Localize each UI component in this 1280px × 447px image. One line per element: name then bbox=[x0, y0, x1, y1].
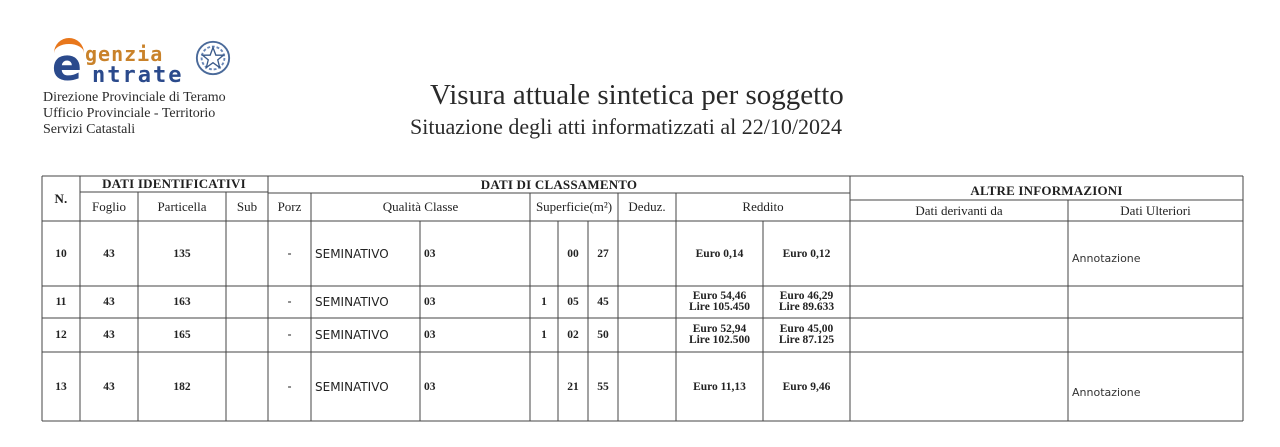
cell-dati-ulteriori bbox=[1072, 286, 1242, 318]
header-sub: Sub bbox=[236, 198, 258, 214]
header-altre-informazioni: ALTRE INFORMAZIONI bbox=[970, 183, 1123, 198]
cell-dati-derivanti bbox=[850, 221, 1068, 286]
header-deduz: Deduz. bbox=[628, 199, 666, 214]
header-reddito: Reddito bbox=[742, 199, 784, 214]
cell-qualita: SEMINATIVO bbox=[315, 328, 389, 342]
reddito-dominicale-euro: Euro 54,46 bbox=[692, 290, 747, 302]
cell-particella: 182 bbox=[173, 380, 191, 393]
cell-foglio: 43 bbox=[103, 329, 115, 341]
cell-deduz bbox=[618, 286, 676, 318]
cell-foglio: 43 bbox=[103, 247, 115, 260]
cell-sup-ha bbox=[530, 221, 558, 286]
cell-classe: 03 bbox=[424, 329, 436, 341]
cell-sub bbox=[226, 352, 268, 421]
reddito-dominicale-lire: Lire 105.450 bbox=[688, 301, 751, 313]
office-line-1: Direzione Provinciale di Teramo bbox=[43, 90, 226, 105]
cell-reddito-dominicale: Euro 11,13 bbox=[693, 380, 746, 393]
header-dati-derivanti: Dati derivanti da bbox=[915, 202, 1003, 218]
cell-dati-derivanti bbox=[850, 286, 1068, 318]
office-line-3: Servizi Catastali bbox=[43, 122, 136, 137]
cell-deduz bbox=[618, 318, 676, 352]
cell-reddito-agrario: Euro 9,46 bbox=[782, 380, 831, 393]
cell-qualita: SEMINATIVO bbox=[315, 379, 389, 394]
cell-porz: - bbox=[287, 380, 292, 393]
cell-sup-a: 05 bbox=[567, 296, 579, 308]
logo-e-glyph: e bbox=[52, 40, 82, 91]
cell-sup-ca: 45 bbox=[597, 296, 609, 308]
logo-text-bottom: ntrate bbox=[92, 63, 184, 88]
cell-classe: 03 bbox=[424, 247, 436, 260]
cell-particella: 163 bbox=[173, 296, 191, 308]
cell-qualita: SEMINATIVO bbox=[315, 246, 389, 261]
cell-reddito-dominicale bbox=[676, 318, 763, 352]
cell-sub bbox=[226, 221, 268, 286]
cell-reddito-agrario: Euro 0,12 bbox=[782, 247, 831, 260]
cell-dati-ulteriori: Annotazione bbox=[1072, 386, 1141, 399]
office-info bbox=[43, 90, 226, 138]
office-line-2: Ufficio Provinciale - Territorio bbox=[43, 106, 216, 121]
reddito-dominicale-euro: Euro 52,94 bbox=[692, 323, 747, 335]
reddito-dominicale-lire: Lire 102.500 bbox=[688, 334, 751, 346]
cell-sub bbox=[226, 318, 268, 352]
cell-foglio: 43 bbox=[103, 296, 115, 308]
header-particella: Particella bbox=[157, 198, 207, 214]
cell-classe: 03 bbox=[424, 296, 436, 308]
cell-sup-a: 21 bbox=[567, 380, 579, 393]
agenzia-entrate-logo bbox=[52, 38, 242, 91]
header-qualita-classe: Qualità Classe bbox=[382, 199, 459, 214]
cell-reddito-agrario bbox=[763, 286, 850, 318]
document-subtitle: Situazione degli atti informatizzati al 22/10/2024 bbox=[410, 114, 842, 139]
document-title: Visura attuale sintetica per soggetto bbox=[430, 79, 844, 111]
cell-sup-a: 02 bbox=[567, 329, 579, 341]
cell-reddito-agrario bbox=[763, 318, 850, 352]
cell-foglio: 43 bbox=[103, 380, 115, 393]
cell-reddito-dominicale bbox=[676, 286, 763, 318]
header-porz: Porz bbox=[277, 199, 302, 214]
cell-particella: 135 bbox=[173, 247, 191, 260]
cell-dati-ulteriori bbox=[1072, 318, 1242, 352]
cell-sup-ca: 55 bbox=[597, 380, 609, 393]
cell-sup-a: 00 bbox=[567, 247, 579, 260]
cell-dati-ulteriori: Annotazione bbox=[1072, 252, 1141, 265]
cell-deduz bbox=[618, 352, 676, 421]
cell-sup-ca: 27 bbox=[597, 247, 609, 260]
cell-dati-derivanti bbox=[850, 318, 1068, 352]
reddito-agrario-lire: Lire 87.125 bbox=[778, 334, 835, 346]
cell-n: 13 bbox=[55, 380, 67, 393]
cell-qualita: SEMINATIVO bbox=[315, 295, 389, 309]
cell-sup-ha: 1 bbox=[541, 329, 547, 341]
cell-particella: 165 bbox=[173, 329, 191, 341]
cell-sup-ha: 1 bbox=[541, 296, 547, 308]
republic-emblem-icon bbox=[194, 39, 232, 77]
cell-sup-ca: 50 bbox=[597, 329, 609, 341]
header-dati-classamento: DATI DI CLASSAMENTO bbox=[480, 176, 638, 192]
header-foglio: Foglio bbox=[92, 198, 126, 214]
header-n: N. bbox=[54, 190, 68, 206]
cell-sub bbox=[226, 286, 268, 318]
cell-n: 11 bbox=[55, 296, 67, 308]
cell-classe: 03 bbox=[424, 380, 436, 393]
cell-dati-derivanti bbox=[850, 352, 1068, 421]
header-superficie: Superficie(m²) bbox=[535, 199, 613, 214]
cell-porz: - bbox=[287, 329, 292, 341]
cell-porz: - bbox=[287, 296, 292, 308]
cell-n: 12 bbox=[55, 329, 67, 341]
header-dati-identificativi: DATI IDENTIFICATIVI bbox=[102, 176, 246, 191]
reddito-agrario-euro: Euro 46,29 bbox=[779, 290, 834, 302]
cell-porz: - bbox=[287, 247, 292, 260]
cell-sup-ha bbox=[530, 352, 558, 421]
reddito-agrario-euro: Euro 45,00 bbox=[779, 323, 834, 335]
reddito-agrario-lire: Lire 89.633 bbox=[778, 301, 835, 313]
logo-text-top: genzia bbox=[85, 42, 164, 66]
cell-n: 10 bbox=[55, 247, 67, 260]
header-dati-ulteriori: Dati Ulteriori bbox=[1120, 202, 1191, 218]
cell-deduz bbox=[618, 221, 676, 286]
cell-reddito-dominicale: Euro 0,14 bbox=[695, 247, 744, 260]
